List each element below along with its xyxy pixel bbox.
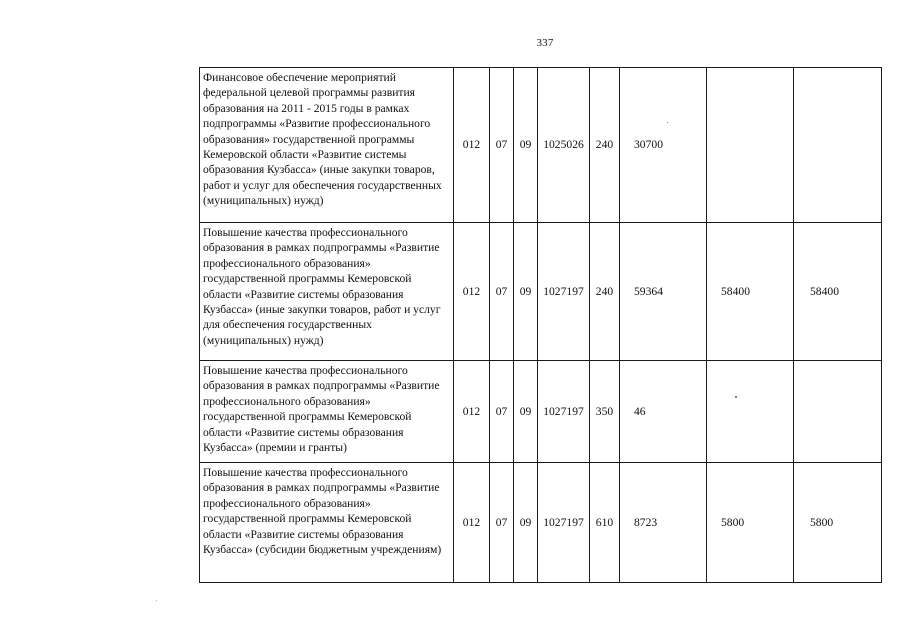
target-article-code: 1027197 (538, 361, 590, 463)
amount-year-1: 8723 (620, 463, 707, 583)
scan-speck (735, 396, 737, 398)
section-code: 07 (490, 223, 514, 361)
subsection-code: 09 (514, 223, 538, 361)
scan-speck (667, 122, 668, 123)
amount-year-3 (794, 68, 882, 223)
ministry-code: 012 (454, 223, 490, 361)
expense-type-code: 240 (590, 68, 620, 223)
subsection-code: 09 (514, 68, 538, 223)
amount-year-2: 5800 (707, 463, 794, 583)
amount-year-3: 58400 (794, 223, 882, 361)
amount-year-3 (794, 361, 882, 463)
amount-year-2 (707, 68, 794, 223)
ministry-code: 012 (454, 463, 490, 583)
section-code: 07 (490, 68, 514, 223)
target-article-code: 1027197 (538, 223, 590, 361)
table-row (200, 361, 882, 463)
ministry-code: 012 (454, 361, 490, 463)
budget-table (199, 67, 882, 583)
section-code: 07 (490, 361, 514, 463)
amount-year-2: 58400 (707, 223, 794, 361)
section-code: 07 (490, 463, 514, 583)
ministry-code: 012 (454, 68, 490, 223)
expense-type-code: 240 (590, 223, 620, 361)
expense-type-code: 350 (590, 361, 620, 463)
amount-year-3: 5800 (794, 463, 882, 583)
target-article-code: 1025026 (538, 68, 590, 223)
row-description: Финансовое обеспечение мероприятий федеральной целевой программы развития образования на 2011 - 2015 годы в рамках подпрограммы «Развитие профессионального образования» государственной программы Кемеровской области «Развитие системы образования Кузбасса» (иные закупки товаров, работ и услуг для обеспечения государственных (муниципальных) нужд) (200, 68, 454, 223)
row-description: Повышение качества профессионального образования в рамках подпрограммы «Развитие профессионального образования» государственной программы Кемеровской области «Развитие системы образования Кузбасса» (премии и гранты) (200, 361, 454, 463)
table-row (200, 223, 882, 361)
amount-year-1: 46 (620, 361, 707, 463)
table-row (200, 68, 882, 223)
page-number: 337 (536, 37, 554, 49)
amount-year-1: 59364 (620, 223, 707, 361)
subsection-code: 09 (514, 361, 538, 463)
amount-year-1: 30700 (620, 68, 707, 223)
amount-year-2 (707, 361, 794, 463)
target-article-code: 1027197 (538, 463, 590, 583)
scan-speck (156, 600, 157, 601)
table-row (200, 463, 882, 583)
subsection-code: 09 (514, 463, 538, 583)
row-description: Повышение качества профессионального образования в рамках подпрограммы «Развитие профессионального образования» государственной программы Кемеровской области «Развитие системы образования Кузбасса» (иные закупки товаров, работ и услуг для обеспечения государственных (муниципальных) нужд) (200, 223, 454, 361)
expense-type-code: 610 (590, 463, 620, 583)
row-description: Повышение качества профессионального образования в рамках подпрограммы «Развитие профессионального образования» государственной программы Кемеровской области «Развитие системы образования Кузбасса» (субсидии бюджетным учреждениям) (200, 463, 454, 583)
